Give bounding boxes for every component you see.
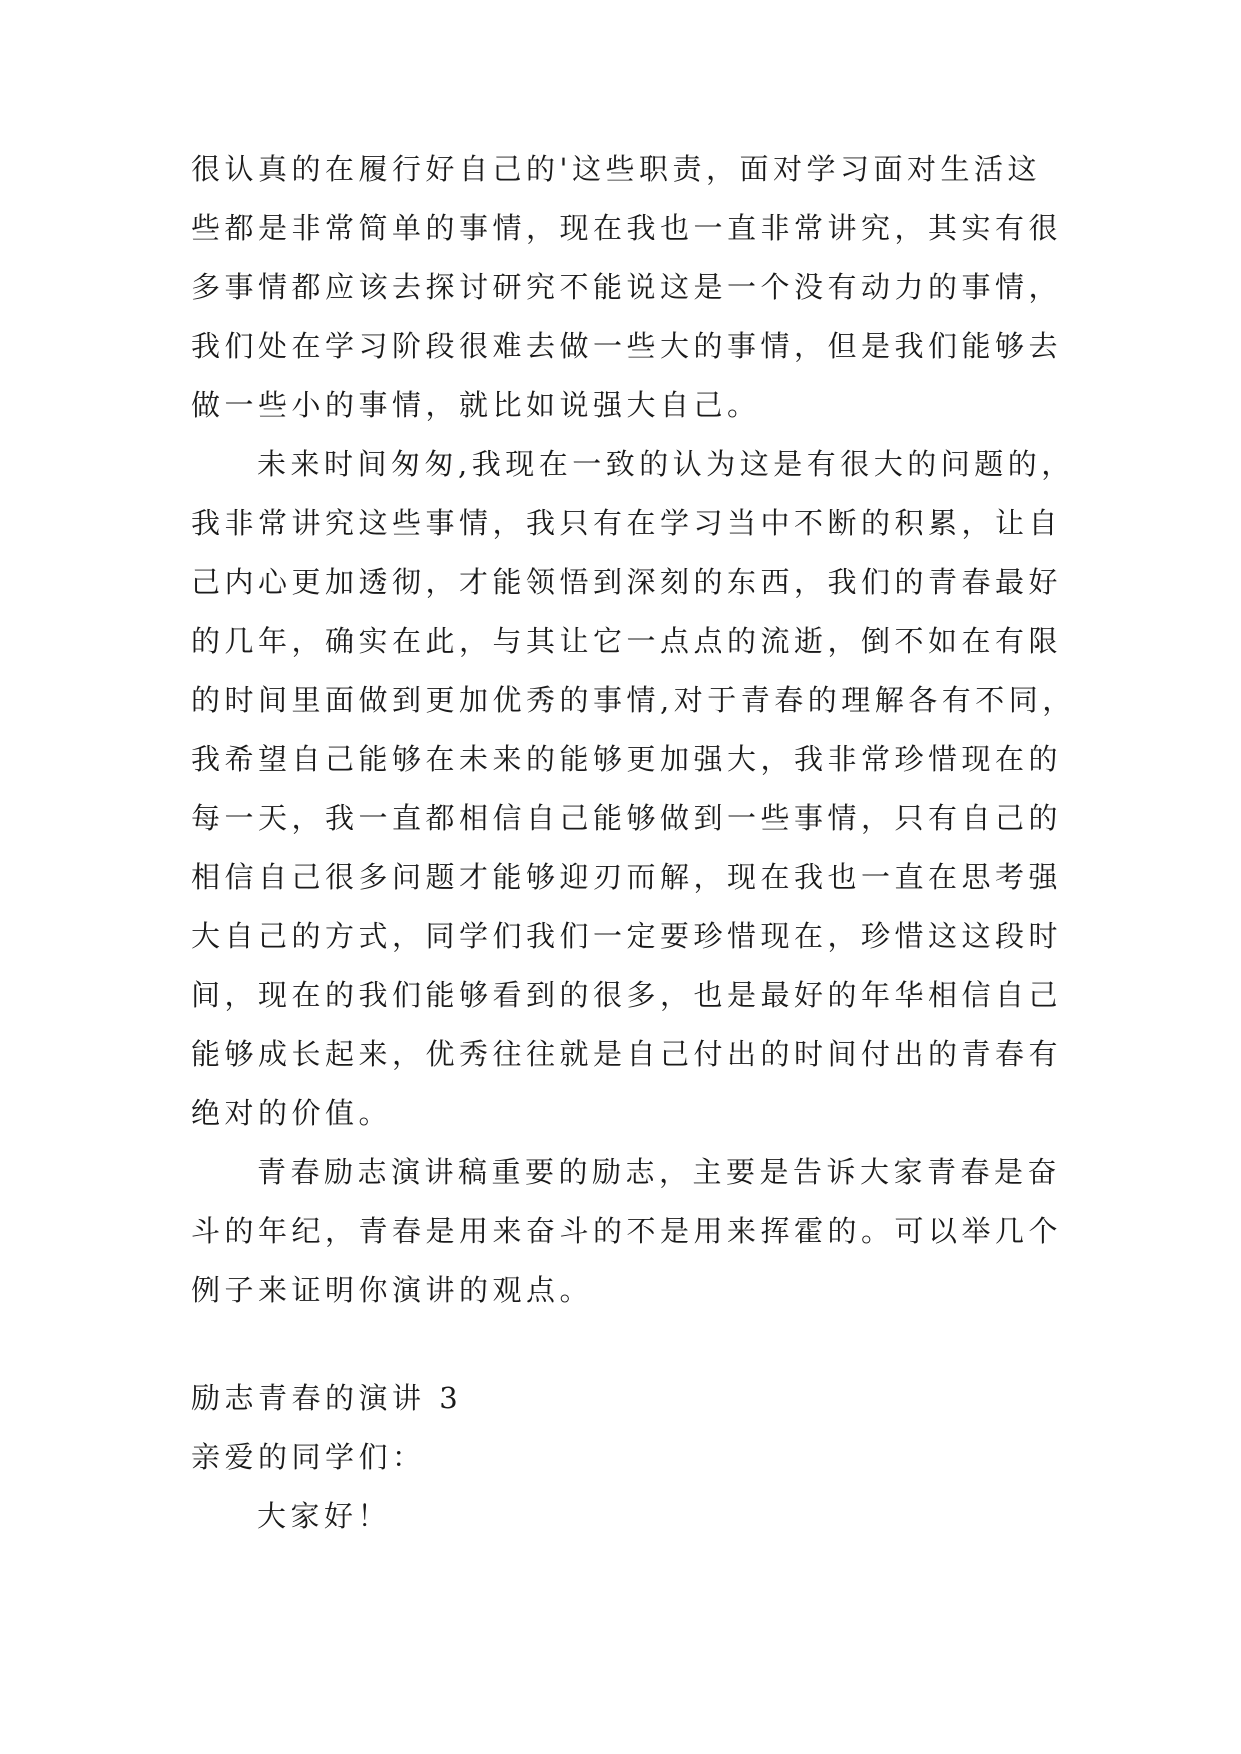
paragraph-2-line-1: 未来时间匆匆,我现在一致的认为这是有很大的问题的， [257, 447, 1075, 481]
paragraph-2-line-6: 我希望自己能够在未来的能够更加强大，我非常珍惜现在的 [191, 742, 1063, 776]
paragraph-2-line-2: 我非常讲究这些事情，我只有在学习当中不断的积累，让自 [191, 506, 1063, 540]
paragraph-2-line-4: 的几年，确实在此，与其让它一点点的流逝，倒不如在有限 [191, 624, 1063, 658]
salutation: 亲爱的同学们： [191, 1440, 426, 1474]
paragraph-2-line-8: 相信自己很多问题才能够迎刃而解，现在我也一直在思考强 [191, 860, 1063, 894]
paragraph-1-line-1: 很认真的在履行好自己的'这些职责，面对学习面对生活这 [191, 152, 1041, 186]
paragraph-3-line-3: 例子来证明你演讲的观点。 [191, 1273, 594, 1307]
paragraph-3-line-2: 斗的年纪，青春是用来奋斗的不是用来挥霍的。可以举几个 [191, 1214, 1063, 1248]
paragraph-1-line-4: 我们处在学习阶段很难去做一些大的事情，但是我们能够去 [191, 329, 1063, 363]
paragraph-2-line-3: 己内心更加透彻，才能领悟到深刻的东西，我们的青春最好 [191, 565, 1063, 599]
paragraph-2-line-5: 的时间里面做到更加优秀的事情,对于青春的理解各有不同， [191, 683, 1076, 717]
paragraph-1-line-2: 些都是非常简单的事情，现在我也一直非常讲究，其实有很 [191, 211, 1063, 245]
greeting: 大家好！ [257, 1499, 392, 1533]
paragraph-2-line-9: 大自己的方式，同学们我们一定要珍惜现在，珍惜这这段时 [191, 919, 1063, 953]
section-title: 励志青春的演讲 3 [191, 1381, 463, 1415]
paragraph-3-line-1: 青春励志演讲稿重要的励志，主要是告诉大家青春是奋 [257, 1155, 1062, 1189]
paragraph-1-line-3: 多事情都应该去探讨研究不能说这是一个没有动力的事情， [191, 270, 1063, 304]
paragraph-2-line-12: 绝对的价值。 [191, 1096, 393, 1130]
paragraph-2-line-10: 间，现在的我们能够看到的很多，也是最好的年华相信自己 [191, 978, 1063, 1012]
paragraph-2-line-11: 能够成长起来，优秀往往就是自己付出的时间付出的青春有 [191, 1037, 1063, 1071]
paragraph-1-line-5: 做一些小的事情，就比如说强大自己。 [191, 388, 761, 422]
paragraph-2-line-7: 每一天，我一直都相信自己能够做到一些事情，只有自己的 [191, 801, 1063, 835]
